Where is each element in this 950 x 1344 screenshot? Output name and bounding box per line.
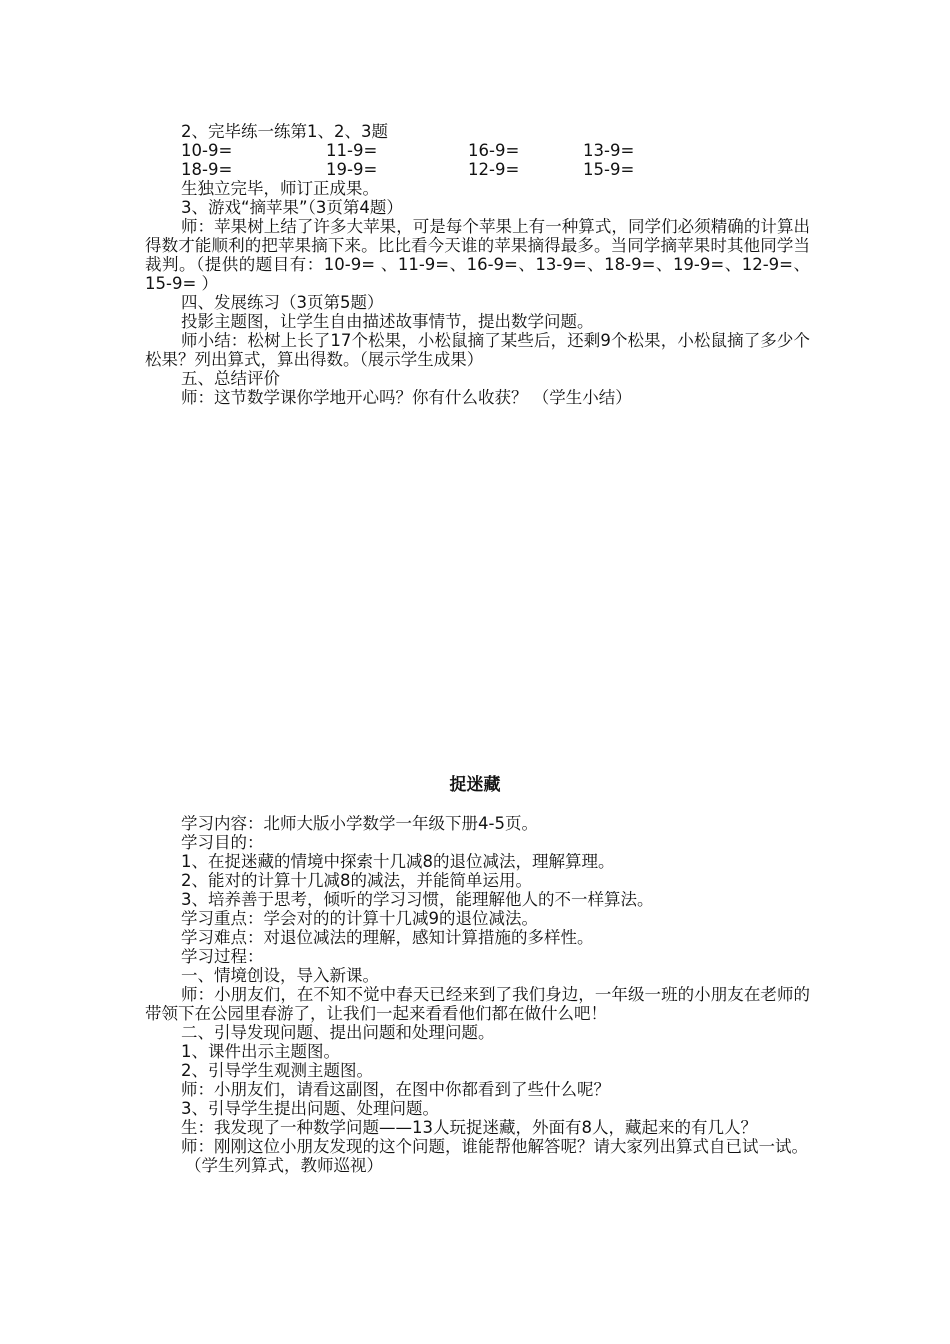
- exercise-heading: 2、完毕练一练第1、2、3题: [181, 122, 388, 141]
- paragraph-line: 2、引导学生观测主题图。: [181, 1061, 373, 1080]
- calc-item: 16-9=: [468, 141, 520, 160]
- calc-item: 18-9=: [181, 160, 233, 179]
- paragraph-line: 师：小朋友们，请看这副图，在图中你都看到了些什么呢？: [181, 1080, 610, 1099]
- section-heading: 3、游戏“摘苹果”（3页第4题）: [181, 198, 403, 217]
- lesson-plan: [145, 814, 810, 1175]
- paragraph-line: （学生列算式，教师巡视）: [185, 1156, 383, 1175]
- calc-row-1: [145, 141, 810, 160]
- paragraph-line: 1、在捉迷藏的情境中探索十几减8的退位减法，理解算理。: [181, 852, 615, 871]
- section-heading: 二、引导发现问题、提出问题和处理问题。: [181, 1023, 495, 1042]
- calc-row-2: [145, 160, 810, 179]
- paragraph-line: 生独立完毕，师订正成果。: [181, 179, 379, 198]
- calc-item: 12-9=: [468, 160, 520, 179]
- calc-item: 13-9=: [583, 141, 635, 160]
- paragraph: 生：我发现了一种数学问题——13人玩捉迷藏，外面有8人，藏起来的有几人？: [181, 1118, 757, 1137]
- paragraph-line: 学习过程：: [181, 947, 264, 966]
- paragraph: 师小结：松树上长了17个松果，小松鼠摘了某些后，还剩9个松果，小松鼠摘了多少个松果？列出算式，算出得数。（展示学生成果）: [145, 331, 810, 369]
- paragraph-line: 学习难点：对退位减法的理解，感知计算措施的多样性。: [181, 928, 594, 947]
- calc-item: 11-9=: [326, 141, 378, 160]
- paragraph: 师：小朋友们，在不知不觉中春天已经来到了我们身边，一年级一班的小朋友在老师的带领下在公园里春游了，让我们一起来看看他们都在做什么吧！: [145, 985, 810, 1023]
- section-heading: 一、情境创设，导入新课。: [181, 966, 379, 985]
- calc-item: 10-9=: [181, 141, 233, 160]
- paragraph-line: 投影主题图，让学生自由描述故事情节，提出数学问题。: [181, 312, 594, 331]
- calc-item: 19-9=: [326, 160, 378, 179]
- paragraph-line: 1、课件出示主题图。: [181, 1042, 340, 1061]
- paragraph-line: 学习内容：北师大版小学数学一年级下册4-5页。: [181, 814, 538, 833]
- paragraph-line: 学习目的：: [181, 833, 264, 852]
- section-heading: 五、总结评价: [181, 369, 280, 388]
- section-heading: 四、发展练习（3页第5题）: [181, 293, 384, 312]
- paragraph-line: 学习重点：学会对的的计算十几减9的退位减法。: [181, 909, 538, 928]
- paragraph: 师：刚刚这位小朋友发现的这个问题，谁能帮他解答呢？请大家列出算式自已试一试。: [181, 1137, 808, 1156]
- paragraph-line: 3、培养善于思考，倾听的学习习惯，能理解他人的不一样算法。: [181, 890, 654, 909]
- lesson-continuation: [145, 122, 810, 407]
- paragraph-line: 师：这节数学课你学地开心吗？你有什么收获？ （学生小结）: [181, 388, 632, 407]
- paragraph-line: 2、能对的计算十几减8的减法，并能简单运用。: [181, 871, 532, 890]
- paragraph: 师：苹果树上结了许多大苹果，可是每个苹果上有一种算式，同学们必须精确的计算出得数才能顺利的把苹果摘下来。比比看今天谁的苹果摘得最多。当同学摘苹果时其他同学当裁判。（提供的题目有：10-9= 、11-9=、16-9=、13-9=、18-9=、19-9=、12-9=、15-9= ）: [145, 217, 810, 293]
- calc-item: 15-9=: [583, 160, 635, 179]
- lesson-title: 捉迷藏: [449, 775, 501, 795]
- paragraph-line: 3、引导学生提出问题、处理问题。: [181, 1099, 439, 1118]
